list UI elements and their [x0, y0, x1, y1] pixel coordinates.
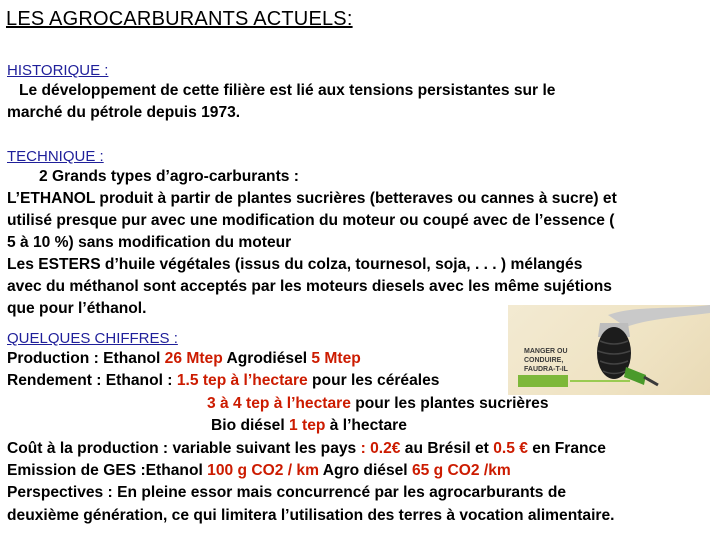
perspectives-line-2: deuxième génération, ce qui limitera l’utilisation des terres à vocation alimentaire.: [7, 506, 615, 524]
ges-line: [7, 460, 714, 482]
technique-line-4: 5 à 10 %) sans modification du moteur: [7, 234, 292, 251]
rendement-line-3: [7, 415, 714, 437]
production-ethanol-value: 26 Mtep: [164, 350, 223, 367]
chiffres-section: [7, 330, 714, 527]
photo-caption: MANGER OU CONDUIRE, FAUDRA-T-IL: [524, 348, 568, 373]
rendement-sucrieres-label: pour les plantes sucrières: [350, 394, 549, 412]
cout-bresil-label: au Brésil et: [400, 439, 494, 457]
rendement-cereales-value: 1.5 tep à l’hectare: [176, 372, 308, 390]
rendement-label: Rendement : Ethanol :: [7, 372, 177, 390]
perspectives-line-1: Perspectives : En pleine essor mais concurrencé par les agrocarburants de: [7, 484, 567, 502]
ges-agro-label: Agro diésel: [318, 462, 412, 480]
ges-ethanol-value: 100 g CO2 / km: [207, 462, 319, 480]
rendement-sucrieres-value: 3 à 4 tep à l’hectare: [207, 394, 351, 412]
technique-line-6: avec du méthanol sont acceptés par les moteurs diesels avec les même sujétions: [7, 278, 612, 295]
biodiesel-label: Bio diésel: [211, 417, 289, 435]
cout-france-label: en France: [527, 439, 606, 457]
historique-line-2: marché du pétrole depuis 1973.: [7, 104, 241, 121]
ges-agro-value: 65 g CO2 /km: [411, 462, 511, 480]
technique-line-3: utilisé presque pur avec une modification du moteur ou coupé avec de l’essence (: [7, 212, 615, 229]
rendement-line-2: [7, 393, 714, 415]
technique-section: [7, 148, 714, 320]
page-title: LES AGROCARBURANTS ACTUELS:: [6, 8, 353, 30]
historique-heading: HISTORIQUE :: [7, 62, 109, 79]
cout-france-value: 0.5 €: [493, 439, 528, 457]
ges-label: Emission de GES :Ethanol: [7, 462, 208, 480]
technique-line-7: que pour l’éthanol.: [7, 300, 147, 317]
production-line: [7, 348, 714, 370]
technique-heading: TECHNIQUE :: [7, 148, 104, 165]
biodiesel-value: 1 tep: [289, 417, 326, 435]
historique-section: [7, 62, 714, 124]
technique-line-2: L’ETHANOL produit à partir de plantes sucrières (betteraves ou cannes à sucre) et: [7, 190, 617, 207]
production-agro-value: 5 Mtep: [311, 350, 361, 367]
rendement-line: [7, 370, 714, 392]
cout-bresil-value: : 0.2€: [360, 439, 401, 457]
chiffres-heading: QUELQUES CHIFFRES :: [7, 330, 178, 347]
cout-line: [7, 438, 714, 460]
production-agro-label: Agrodiésel: [222, 350, 312, 367]
production-label: Production : Ethanol: [7, 350, 165, 367]
technique-line-1: 2 Grands types d’agro-carburants :: [39, 168, 299, 185]
rendement-cereales-label: pour les céréales: [307, 372, 440, 390]
cout-label: Coût à la production : variable suivant les pays: [7, 439, 361, 457]
biodiesel-unit: à l’hectare: [325, 417, 407, 435]
technique-line-5: Les ESTERS d’huile végétales (issus du colza, tournesol, soja, . . . ) mélangés: [7, 256, 583, 273]
historique-line-1: Le développement de cette filière est lié aux tensions persistantes sur le: [19, 82, 556, 99]
